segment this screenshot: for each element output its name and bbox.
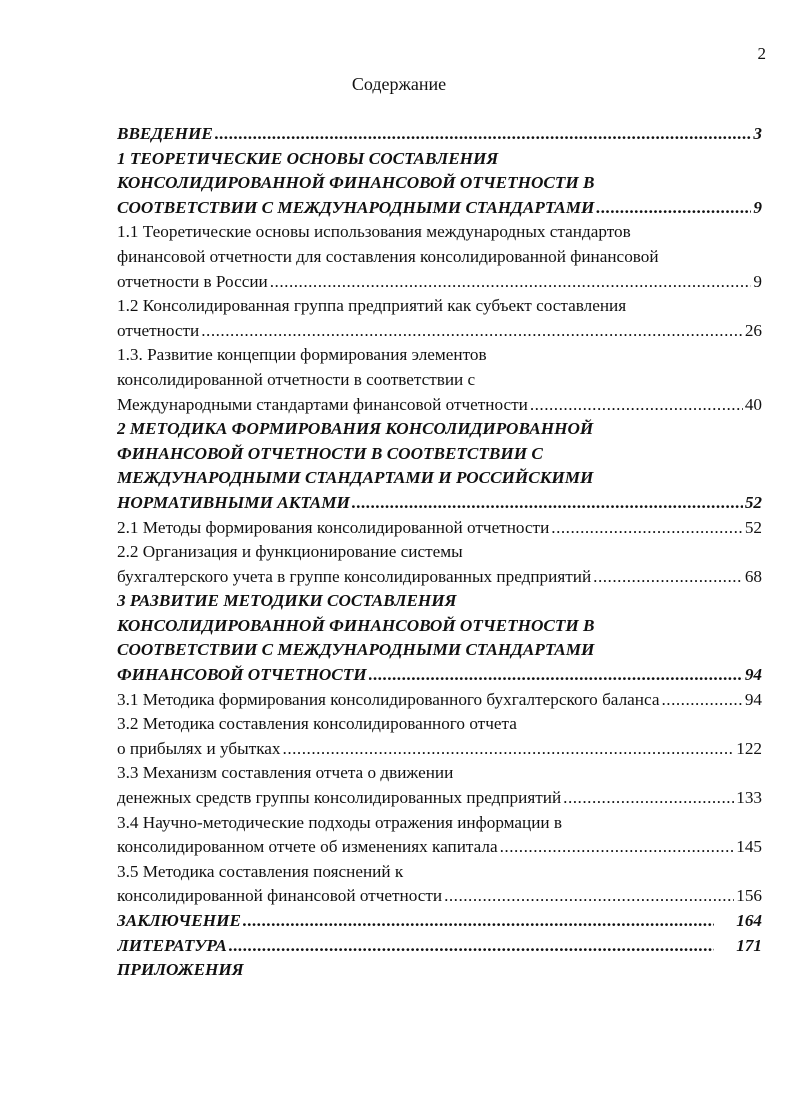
toc-page-number: 68: [744, 566, 762, 586]
leader-dots: [596, 196, 751, 221]
toc-entry-line: бухгалтерского учета в группе консолидированных предприятий: [117, 566, 592, 586]
toc-entry-line: 3.5 Методика составления пояснений к: [117, 861, 404, 881]
toc-entry-label: ВВЕДЕНИЕ: [117, 124, 213, 143]
toc-entry-line: НОРМАТИВНЫМИ АКТАМИ: [117, 492, 350, 512]
leader-dots: [551, 516, 743, 541]
toc-page-number: 9: [753, 197, 762, 217]
toc-entry-line: о прибылях и убытках: [117, 738, 281, 758]
toc-page-number: 94: [744, 665, 762, 685]
toc-entry-chapter-3[interactable]: [117, 589, 762, 687]
toc-entry-line: КОНСОЛИДИРОВАННОЙ ФИНАНСОВОЙ ОТЧЕТНОСТИ В: [117, 173, 595, 193]
toc-page-number: 94: [744, 689, 762, 709]
toc-entry-section-1-1[interactable]: [117, 220, 762, 294]
leader-dots: [563, 786, 734, 811]
leader-dots: [243, 909, 714, 934]
leader-dots: [352, 491, 743, 516]
toc-entry-line: СООТВЕТСТВИИ С МЕЖДУНАРОДНЫМИ СТАНДАРТАМИ: [117, 640, 595, 660]
leader-dots: [201, 319, 743, 344]
toc-entry-section-2-1[interactable]: [117, 516, 762, 541]
toc-entry-section-3-2[interactable]: [117, 712, 762, 761]
toc-page-number: 156: [736, 886, 762, 906]
toc-entry-chapter-1[interactable]: [117, 147, 762, 221]
toc-page-number: 145: [736, 837, 762, 857]
leader-dots: [444, 884, 734, 909]
toc-entry-label: ЗАКЛЮЧЕНИЕ: [117, 911, 241, 930]
toc-entry-section-3-5[interactable]: [117, 860, 762, 909]
leader-dots: [530, 393, 743, 418]
toc-entry-line: 3.2 Методика составления консолидированного отчета: [117, 714, 517, 734]
toc-entry-conclusion[interactable]: [117, 909, 762, 934]
toc-entry-line: отчетности: [117, 320, 200, 340]
toc-entry-line: 3.3 Механизм составления отчета о движении: [117, 763, 454, 783]
toc-entry-literature[interactable]: [117, 934, 762, 959]
toc-entry-line: финансовой отчетности для составления консолидированной финансовой: [117, 246, 659, 266]
toc-entry-appendices[interactable]: ПРИЛОЖЕНИЯ: [117, 960, 244, 980]
page-title: Содержание: [351, 74, 447, 94]
toc-page-number: 3: [753, 124, 762, 143]
toc-page-number: 26: [744, 320, 762, 340]
leader-dots: [215, 122, 752, 147]
toc-entry-line: 1.3. Развитие концепции формирования элементов: [117, 345, 487, 365]
leader-dots: [229, 934, 714, 959]
toc-page-number: 9: [753, 271, 762, 291]
toc-entry-chapter-2[interactable]: [117, 417, 762, 515]
toc-entry-section-2-2[interactable]: [117, 540, 762, 589]
toc-entry-line: 2 МЕТОДИКА ФОРМИРОВАНИЯ КОНСОЛИДИРОВАННОЙ: [117, 419, 594, 439]
toc-entry-line: 2.1 Методы формирования консолидированной отчетности: [117, 517, 550, 537]
toc-entry-line: КОНСОЛИДИРОВАННОЙ ФИНАНСОВОЙ ОТЧЕТНОСТИ В: [117, 615, 595, 635]
toc-page-number: 171: [736, 935, 762, 955]
toc-entry-section-1-2[interactable]: [117, 294, 762, 343]
leader-dots: [593, 565, 743, 590]
leader-dots: [283, 737, 735, 762]
toc-entry-line: ФИНАНСОВОЙ ОТЧЕТНОСТИ: [117, 665, 367, 685]
toc-entry-line: 3.1 Методика формирования консолидированного бухгалтерского баланса: [117, 689, 660, 709]
toc-entry-line: денежных средств группы консолидированных предприятий: [117, 788, 562, 808]
toc-entry-line: 3.4 Научно-методические подходы отражения информации в: [117, 812, 563, 832]
toc-entry-line: консолидированной отчетности в соответствии с: [117, 369, 476, 389]
toc-entry-section-1-3[interactable]: [117, 343, 762, 417]
leader-dots: [270, 270, 752, 295]
toc-entry-introduction[interactable]: [117, 122, 762, 147]
toc-entry-line: 2.2 Организация и функционирование системы: [117, 542, 463, 562]
toc-entry-line: отчетности в России: [117, 271, 268, 291]
toc-entry-section-3-3[interactable]: [117, 761, 762, 810]
toc-page-number: 52: [744, 492, 762, 512]
leader-dots: [369, 663, 743, 688]
toc-entry-line: СООТВЕТСТВИИ С МЕЖДУНАРОДНЫМИ СТАНДАРТАМИ: [117, 197, 595, 217]
toc-entry-label: ЛИТЕРАТУРА: [117, 935, 227, 955]
toc-entry-line: 1.1 Теоретические основы использования международных стандартов: [117, 222, 631, 242]
toc-entry-line: Международными стандартами финансовой отчетности: [117, 394, 528, 414]
toc-page-number: 40: [744, 394, 762, 414]
leader-dots: [661, 688, 742, 713]
toc-entry-line: 1.2 Консолидированная группа предприятий как субъект составления: [117, 296, 627, 316]
toc-entry-line: МЕЖДУНАРОДНЫМИ СТАНДАРТАМИ И РОССИЙСКИМИ: [117, 468, 594, 488]
toc-entry-line: консолидированной финансовой отчетности: [117, 886, 443, 906]
toc-entry-line: 1 ТЕОРЕТИЧЕСКИЕ ОСНОВЫ СОСТАВЛЕНИЯ: [117, 148, 499, 168]
toc-entry-line: 3 РАЗВИТИЕ МЕТОДИКИ СОСТАВЛЕНИЯ: [117, 591, 457, 611]
toc-entry-section-3-1[interactable]: [117, 688, 762, 713]
toc-page-number: 164: [736, 911, 762, 930]
toc-entry-line: ФИНАНСОВОЙ ОТЧЕТНОСТИ В СООТВЕТСТВИИ С: [117, 443, 543, 463]
page-number: 2: [757, 44, 766, 63]
leader-dots: [500, 835, 735, 860]
table-of-contents: [117, 122, 762, 983]
toc-page-number: 133: [736, 788, 762, 808]
toc-page-number: 52: [744, 517, 762, 537]
toc-entry-line: консолидированном отчете об изменениях капитала: [117, 837, 498, 857]
toc-entry-section-3-4[interactable]: [117, 811, 762, 860]
toc-page-number: 122: [736, 738, 762, 758]
